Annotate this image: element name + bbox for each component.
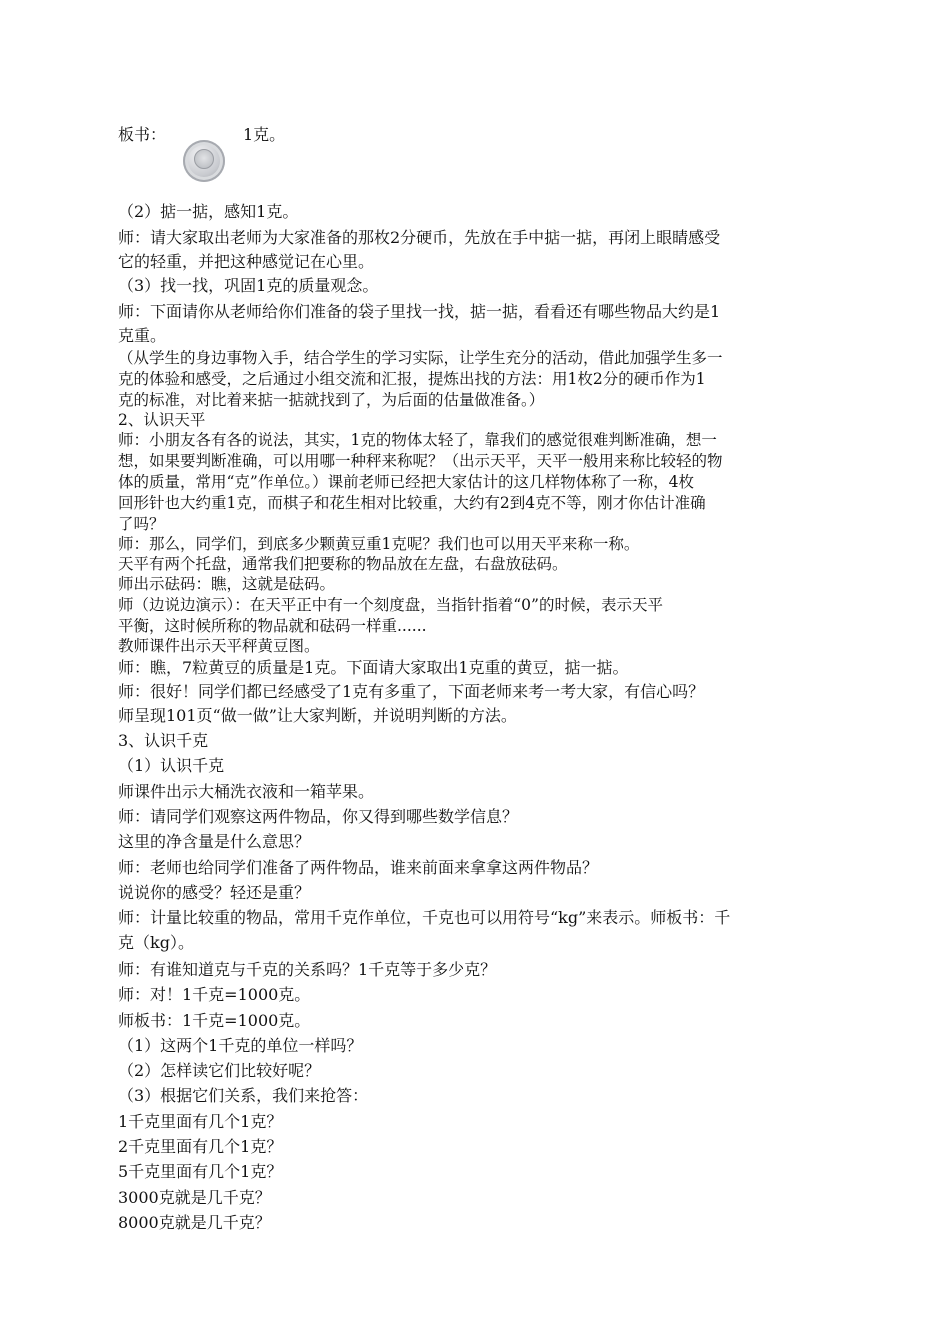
blackboard-value: 1克。 (243, 125, 286, 144)
text-line: 克重。 (118, 326, 167, 345)
text-line: 师：那么，同学们，到底多少颗黄豆重1克呢？我们也可以用天平来称一称。 (118, 535, 640, 553)
text-line: （3）找一找，巩固1克的质量观念。 (118, 276, 379, 295)
text-line: （2）怎样读它们比较好呢？ (118, 1061, 321, 1080)
text-line: 平衡，这时候所称的物品就和砝码一样重...... (118, 617, 427, 635)
text-line: 克（kg）。 (118, 933, 194, 952)
text-line: 师：有谁知道克与千克的关系吗？1千克等于多少克？ (118, 960, 497, 979)
text-line: （从学生的身边事物入手，结合学生的学习实际，让学生充分的活动，借此加强学生多一 (118, 349, 723, 367)
text-line: 师：对！1千克=1000克。 (118, 985, 311, 1004)
text-line: 师呈现101页“做一做”让大家判断，并说明判断的方法。 (118, 706, 517, 725)
text-line: 3、认识千克 (118, 731, 209, 750)
text-line: 教师课件出示天平秤黄豆图。 (118, 637, 320, 655)
text-line: 2千克里面有几个1克？ (118, 1137, 283, 1156)
text-line: 师：下面请你从老师给你们准备的袋子里找一找，掂一掂，看看还有哪些物品大约是1 (118, 302, 721, 321)
text-line: 师：老师也给同学们准备了两件物品，谁来前面来拿拿这两件物品？ (118, 858, 599, 877)
text-line: 师：请同学们观察这两件物品，你又得到哪些数学信息？ (118, 807, 519, 826)
text-line: 体的质量，常用“克”作单位。）课前老师已经把大家估计的这几样物体称了一称，4枚 (118, 473, 694, 491)
text-line: 它的轻重，并把这种感觉记在心里。 (118, 252, 375, 271)
text-line: 师：很好！同学们都已经感受了1克有多重了，下面老师来考一考大家，有信心吗？ (118, 682, 705, 701)
blackboard-label: 板书： (118, 125, 167, 144)
text-line: 师（边说边演示）：在天平正中有一个刻度盘，当指针指着“0”的时候，表示天平 (118, 596, 663, 614)
text-line: 师课件出示大桶洗衣液和一箱苹果。 (118, 782, 375, 801)
text-line: 想，如果要判断准确，可以用哪一种秤来称呢？（出示天平，天平一般用来称比较轻的物 (118, 452, 723, 470)
coin-icon (183, 140, 225, 182)
text-line: （1）这两个1千克的单位一样吗？ (118, 1036, 363, 1055)
text-line: （3）根据它们关系，我们来抢答： (118, 1086, 369, 1105)
text-line: 师出示砝码：瞧，这就是砝码。 (118, 575, 336, 593)
text-line: 克的体验和感受，之后通过小组交流和汇报，提炼出找的方法：用1枚2分的硬币作为1 (118, 370, 706, 388)
text-line: 师：计量比较重的物品，常用千克作单位，千克也可以用符号“kg”来表示。师板书：千 (118, 908, 731, 927)
text-line: 师：请大家取出老师为大家准备的那枚2分硬币，先放在手中掂一掂，再闭上眼睛感受 (118, 228, 721, 247)
text-line: 师：瞧，7粒黄豆的质量是1克。下面请大家取出1克重的黄豆，掂一掂。 (118, 658, 629, 677)
text-line: 回形针也大约重1克，而棋子和花生相对比较重，大约有2到4克不等，刚才你估计准确 (118, 494, 706, 512)
text-line: 克的标准，对比着来掂一掂就找到了，为后面的估量做准备。） (118, 391, 545, 409)
text-line: 3000克就是几千克？ (118, 1188, 271, 1207)
text-line: 2、认识天平 (118, 411, 206, 429)
text-line: （1）认识千克 (118, 756, 225, 775)
text-line: 了吗？ (118, 515, 165, 533)
text-line: 5千克里面有几个1克？ (118, 1162, 283, 1181)
text-line: 1千克里面有几个1克？ (118, 1112, 283, 1131)
text-line: 师：小朋友各有各的说法，其实，1克的物体太轻了，靠我们的感觉很难判断准确，想一 (118, 431, 717, 449)
text-line: 师板书：1千克=1000克。 (118, 1011, 311, 1030)
text-line: 天平有两个托盘，通常我们把要称的物品放在左盘，右盘放砝码。 (118, 555, 568, 573)
text-line: （2）掂一掂，感知1克。 (118, 202, 299, 221)
text-line: 说说你的感受？轻还是重？ (118, 883, 311, 902)
text-line: 8000克就是几千克？ (118, 1213, 271, 1232)
text-line: 这里的净含量是什么意思？ (118, 832, 311, 851)
